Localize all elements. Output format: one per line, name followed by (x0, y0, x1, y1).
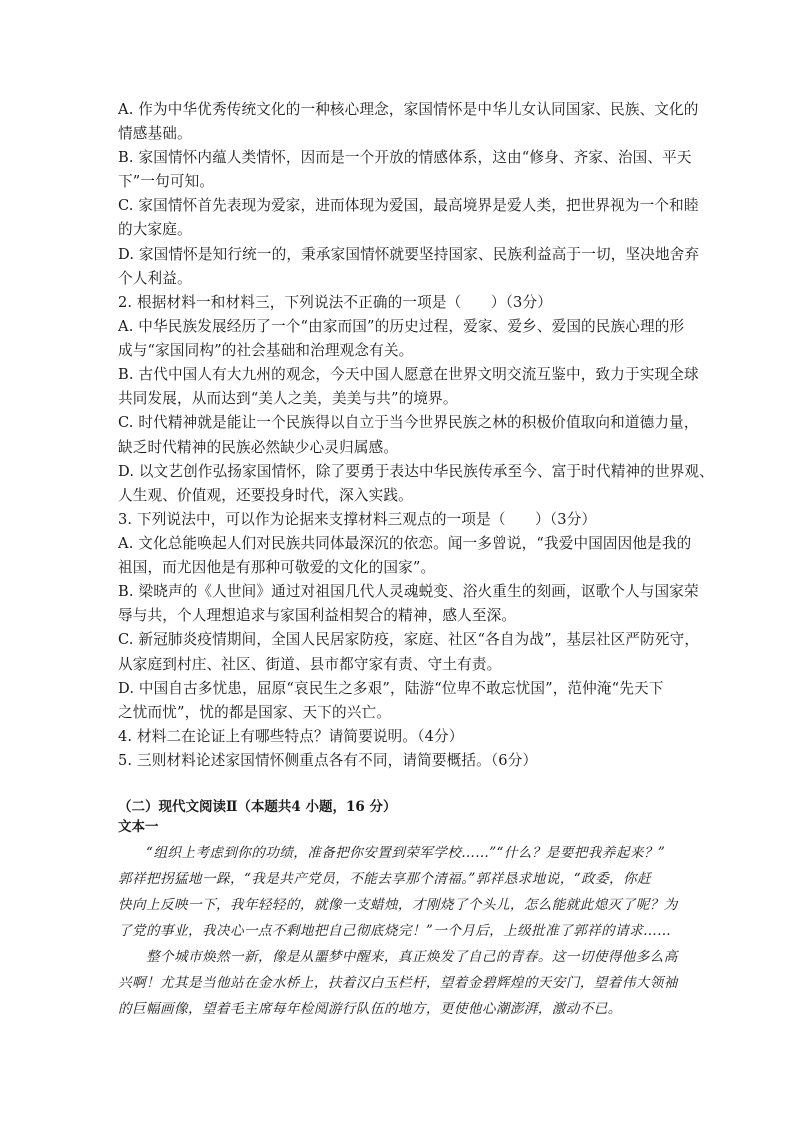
option-line: B. 家国情怀内蕴人类情怀，因而是一个开放的情感体系，这由“修身、齐家、治国、平天 (118, 149, 692, 167)
passage-line: 的巨幅画像，望着毛主席每年检阅游行队伍的地方，更使他心潮澎湃，激动不已。 (118, 1001, 622, 1017)
option-line: 人生观、价值观，还要投身时代，深入实践。 (118, 486, 413, 504)
option-line: D. 中国自古多忧患，屈原“哀民生之多艰”，陆游“位卑不敢忘忧国”，范仲淹“先天下 (118, 679, 664, 697)
question-stem: 2. 根据材料一和材料三，下列说法不正确的一项是（ ）（3分） (118, 294, 552, 311)
option-line: C. 家国情怀首先表现为爱家，进而体现为爱国，最高境界是爱人类，把世界视为一个和睦 (118, 197, 699, 215)
passage-line: 整个城市焕然一新，像是从噩梦中醒来，真正焕发了自己的青春。这一切使得他多么高 (146, 949, 678, 965)
section-heading: （二）现代文阅读Ⅱ（本题共4 小题，16 分） (118, 799, 397, 815)
option-line: 之忧而忧”，忧的都是国家、天下的兴亡。 (118, 703, 391, 721)
option-line: 的大家庭。 (118, 221, 192, 239)
option-line: D. 家国情怀是知行统一的，秉承家国情怀就要坚持国家、民族利益高于一切，坚决地舍弃 (118, 245, 700, 263)
option-line: A. 作为中华优秀传统文化的一种核心理念，家国情怀是中华儿女认同国家、民族、文化的 (118, 101, 699, 118)
option-line: 成与“家国同构”的社会基础和治理观念有关。 (118, 342, 414, 360)
option-line: 共同发展，从而达到“美人之美，美美与共”的境界。 (118, 390, 458, 408)
passage-line: 兴啊！尤其是当他站在金水桥上，扶着汉白玉栏杆，望着金碧辉煌的天安门，望着伟大领袖 (118, 975, 678, 991)
questions-4-5 (118, 725, 678, 773)
option-line: C. 新冠肺炎疫情期间，全国人民居家防疫，家庭、社区“各自为战”，基层社区严防死守， (118, 631, 700, 649)
question3 (118, 508, 700, 725)
option-line: C. 时代精神就是能让一个民族得以自立于当今世界民族之林的积极价值取向和道德力量， (118, 414, 699, 432)
option-line: 下”一句可知。 (118, 173, 215, 191)
passage-line: “组织上考虑到你的功绩，准备把你安置到荣军学校……”“什么？是要把我养起来？” (146, 845, 666, 861)
question-stem: 3. 下列说法中，可以作为论据来支撑材料三观点的一项是（ ）（3分） (118, 511, 597, 528)
text-label: 文本一 (118, 819, 159, 835)
question-4: 4. 材料二在论证上有哪些特点？请简要说明。（4分） (118, 728, 464, 745)
option-line: 缺乏时代精神的民族必然缺少心灵归属感。 (118, 438, 399, 456)
passage (118, 840, 678, 1022)
passage-line: 郭祥把拐猛地一跺，“我是共产党员，不能去享那个清福。”郭祥恳求地说，“政委，你赶 (118, 871, 652, 887)
option-line: 个人利益。 (118, 269, 192, 287)
passage-line: 快向上反映一下，我年轻轻的，就像一支蜡烛，才刚烧了个头儿，怎么能就此熄灭了呢？为 (118, 897, 678, 913)
option-line: A. 中华民族发展经历了一个“由家而国”的历史过程，爱家、爱乡、爱国的民族心理的形 (118, 318, 685, 336)
option-line: 情感基础。 (118, 125, 192, 143)
question-5: 5. 三则材料论述家国情怀侧重点各有不同，请简要概括。（6分） (118, 752, 538, 770)
option-line: 祖国，而尤因他是有那种可敬爱的文化的国家”。 (118, 559, 436, 577)
section-header (118, 797, 678, 837)
option-line: 从家庭到村庄、社区、街道、县市都守家有责、守土有责。 (118, 655, 502, 673)
question2 (118, 291, 714, 508)
passage-line: 了党的事业，我决心一点不剩地把自己彻底烧完！”一个月后，上级批准了郭祥的请求…… (118, 923, 672, 939)
option-line: B. 梁晓声的《人世间》通过对祖国几代人灵魂蜕变、浴火重生的刻画，讴歌个人与国家荣 (118, 583, 699, 601)
option-line: 辱与共，个人理想追求与家国利益相契合的精神，感人至深。 (118, 607, 517, 625)
option-line: D. 以文艺创作弘扬家国情怀，除了要勇于表达中华民族传承至今、富于时代精神的世界观、 (118, 462, 714, 480)
option-line: B. 古代中国人有大九州的观念，今天中国人愿意在世界文明交流互鉴中，致力于实现全球 (118, 366, 699, 384)
question1-options (118, 98, 700, 291)
option-line: A. 文化总能唤起人们对民族共同体最深沉的依恋。闻一多曾说，“我爱中国固因他是我的 (118, 535, 692, 553)
